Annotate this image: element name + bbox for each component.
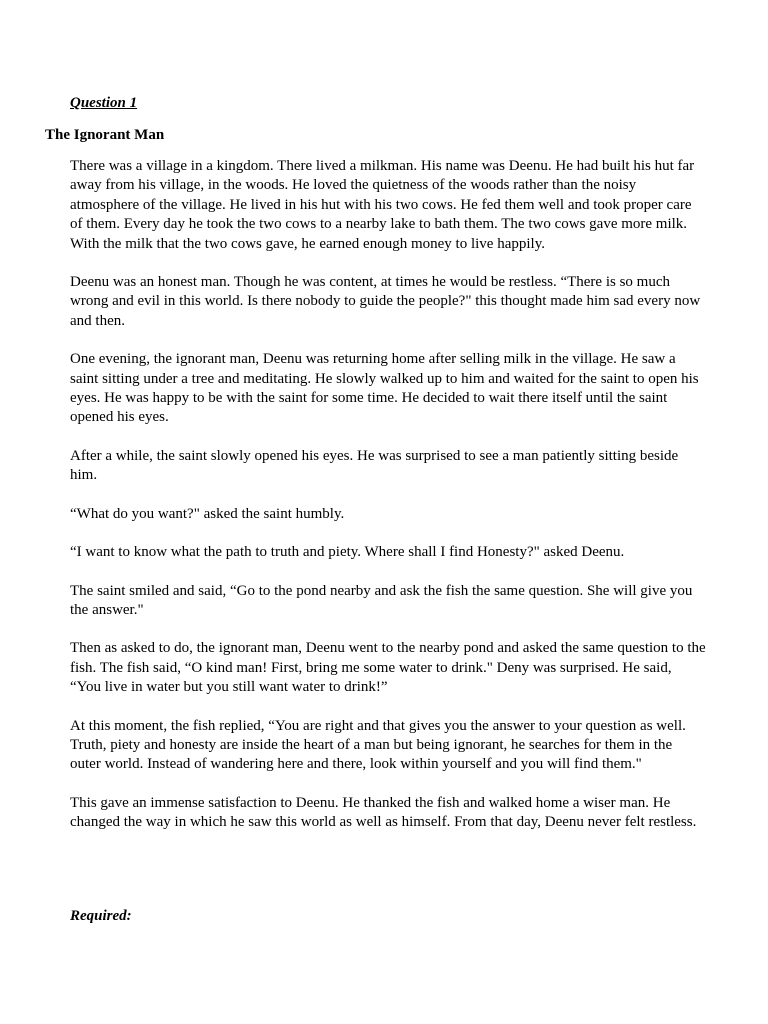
paragraph: “What do you want?" asked the saint humbly. [70, 505, 345, 522]
paragraph: Then as asked to do, the ignorant man, Deenu went to the nearby pond and asked the same question to the fish. The fish said, “O kind man! First, bring me some water to drink." Deny was surprised. He said, “You live in water but you still want water to drink!” [70, 640, 706, 696]
paragraph: The saint smiled and said, “Go to the pond nearby and ask the fish the same question. She will give you the answer." [70, 582, 693, 618]
story-title: The Ignorant Man [45, 127, 165, 143]
question-heading: Question 1 [70, 95, 138, 111]
paragraph: This gave an immense satisfaction to Deenu. He thanked the fish and walked home a wiser man. He changed the way in which he saw this world as well as himself. From that day, Deenu never felt restless. [70, 794, 697, 831]
paragraph: At this moment, the fish replied, “You are right and that gives you the answer to your question as well. Truth, piety and honesty are inside the heart of a man but being ignorant, he searches for them in the outer world. Instead of wandering here and there, look within yourself and you will find them." [70, 717, 686, 773]
paragraph: One evening, the ignorant man, Deenu was returning home after selling milk in the village. He saw a saint sitting under a tree and meditating. He slowly walked up to him and waited for the saint to open his eyes. He was happy to be with the saint for some time. He decided to wait there itself until the saint opened his eyes. [70, 351, 699, 426]
paragraph: There was a village in a kingdom. There lived a milkman. His name was Deenu. He had built his hut far away from his village, in the woods. He loved the quietness of the woods rather than the noisy atmosphere of the village. He lived in his hut with his two cows. He fed them well and took proper care of them. Every day he took the two cows to a nearby lake to bath them. The two cows gave more milk. With the milk that the two cows gave, he earned enough money to live happily. [70, 158, 695, 252]
paragraph: Deenu was an honest man. Though he was content, at times he would be restless. “There is so much wrong and evil in this world. Is there nobody to guide the people?" this thought made him sad every now and then. [70, 274, 701, 329]
required-label: Required: [70, 908, 132, 924]
story-body [70, 157, 706, 852]
paragraph: “I want to know what the path to truth and piety. Where shall I find Honesty?" asked Deenu. [70, 544, 625, 561]
paragraph: After a while, the saint slowly opened his eyes. He was surprised to see a man patiently sitting beside him. [70, 447, 679, 484]
